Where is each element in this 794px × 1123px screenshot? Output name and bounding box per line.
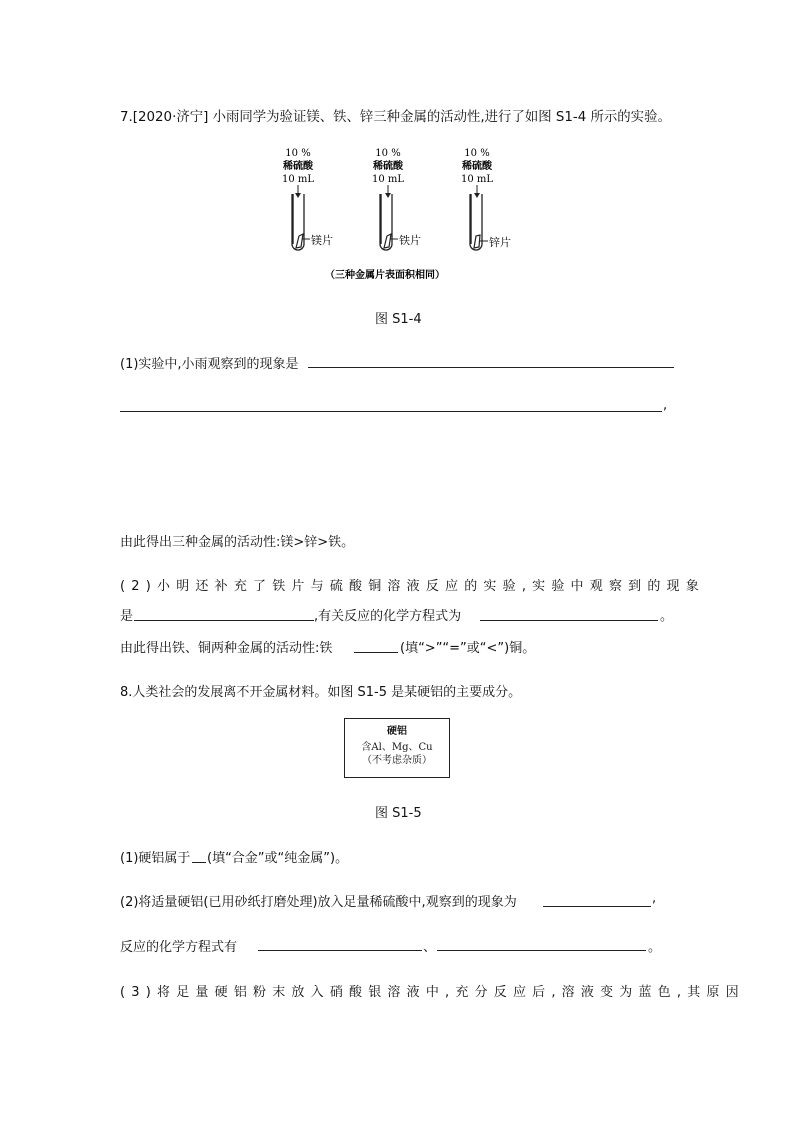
box-content: 含Al、Mg、Cu [361,742,433,753]
answer-blank-q7-2c[interactable] [354,652,398,653]
q7-conclusion: 由此得出三种金属的活动性:镁>锌>铁。 [120,535,355,550]
q8-part2-line1: (2)将适量硬铝(已用砂纸打磨处理)放入足量稀硫酸中,观察到的现象为 [120,895,517,910]
acid-volume-label: 10 mL [371,174,405,185]
test-tube-iron [372,148,421,250]
test-tube-magnesium [282,148,333,250]
q7-part1-comma: , [663,398,668,413]
metal-label-iron: 铁片 [399,234,421,247]
acid-volume-label: 10 mL [281,174,315,185]
acid-concentration-label: 10 % [285,148,311,159]
q7-part2-line3-start: 由此得出铁、铜两种金属的活动性:铁 [120,641,333,656]
acid-name-label: 稀硫酸 [283,161,313,172]
q7-part2-line1: (2)小明还补充了铁片与硫酸铜溶液反应的实验,实验中观察到的现象 [120,579,705,594]
figure-s1-4 [270,144,530,284]
box-title: 硬铝 [387,726,407,737]
answer-blank-q8-1[interactable] [192,862,206,863]
test-tube-zinc [461,148,511,250]
figure-caption-s1-4: 图 S1-4 [375,312,422,327]
answer-blank-q7-1a[interactable] [308,367,674,368]
q7-part2-line3-end: (填“>”“=”或“<”)铜。 [400,641,536,656]
acid-concentration-label: 10 % [375,148,401,159]
q8-part2-sep: 、 [423,940,437,955]
acid-name-label: 稀硫酸 [373,161,403,172]
hard-aluminum-box [344,718,450,778]
q8-part2-line2: 反应的化学方程式有 [120,940,238,955]
answer-blank-q8-2b[interactable] [258,950,422,951]
answer-blank-q8-2c[interactable] [437,950,646,951]
q7-part2-line2-start: 是 [120,609,134,624]
q7-title: 7.[2020·济宁] 小雨同学为验证镁、铁、锌三种金属的活动性,进行了如图 S1-4 所示的实验。 [120,110,671,125]
answer-blank-q7-2a[interactable] [134,620,314,621]
metal-label-magnesium: 镁片 [311,234,333,247]
box-note: （不考虑杂质） [362,755,432,766]
acid-volume-label: 10 mL [460,174,494,185]
figure-caption-s1-5: 图 S1-5 [375,806,422,821]
answer-blank-q7-2b[interactable] [480,620,658,621]
acid-name-label: 稀硫酸 [462,161,492,172]
answer-blank-q8-2a[interactable] [543,906,651,907]
q8-part2-end: 。 [648,940,662,955]
q8-title: 8.人类社会的发展离不开金属材料。如图 S1-5 是某硬铝的主要成分。 [120,685,522,700]
q7-part1-prompt: (1)实验中,小雨观察到的现象是 [120,357,299,372]
answer-blank-q7-1b[interactable] [120,411,662,412]
q8-part1-start: (1)硬铝属于 [120,851,191,866]
acid-concentration-label: 10 % [464,148,490,159]
figure-note: （三种金属片表面积相同） [325,270,445,281]
q7-part2-line2-mid: ,有关反应的化学方程式为 [314,609,462,624]
q7-part2-line2-end: 。 [660,609,674,624]
q8-part3-line1: (3)将足量硬铝粉末放入硝酸银溶液中,充分反应后,溶液变为蓝色,其原因 [120,985,745,1000]
q8-part2-line1-end: , [652,891,657,906]
q8-part1-end: (填“合金”或“纯金属”)。 [207,851,349,866]
metal-label-zinc: 锌片 [489,236,511,249]
